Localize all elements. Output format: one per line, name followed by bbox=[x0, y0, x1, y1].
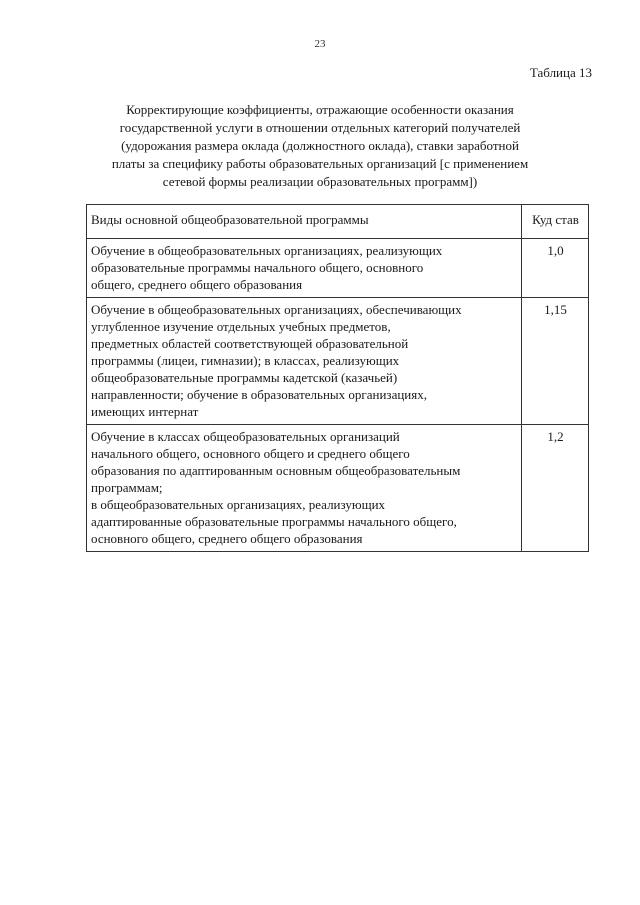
table-row bbox=[87, 239, 589, 298]
description-line: программам; bbox=[91, 480, 163, 495]
description-line: образования по адаптированным основным общеобразовательным bbox=[91, 463, 461, 478]
caption-line: платы за специфику работы образовательных организаций [с применением bbox=[111, 156, 529, 171]
header-program-type: Виды основной общеобразовательной программы bbox=[87, 205, 522, 239]
description-line: начального общего, основного общего и среднего общего bbox=[91, 446, 410, 461]
description-line: образовательные программы начального общего, основного bbox=[91, 260, 424, 275]
description-line: адаптированные образовательные программы начального общего, bbox=[91, 514, 457, 529]
description-line: Обучение в классах общеобразовательных организаций bbox=[91, 429, 400, 444]
row-coefficient: 1,0 bbox=[522, 239, 589, 298]
description-line: общеобразовательные программы кадетской (казачьей) bbox=[91, 370, 398, 385]
caption-line: Корректирующие коэффициенты, отражающие особенности оказания bbox=[126, 102, 514, 117]
description-line: общего, среднего общего образования bbox=[91, 277, 303, 292]
description-line: предметных областей соответствующей образовательной bbox=[91, 336, 409, 351]
description-line: имеющих интернат bbox=[91, 404, 199, 419]
table-row bbox=[87, 425, 589, 552]
description-line: Обучение в общеобразовательных организациях, реализующих bbox=[91, 243, 443, 258]
caption-line: (удорожания размера оклада (должностного оклада), ставки заработной bbox=[121, 138, 519, 153]
row-description bbox=[87, 239, 522, 298]
table-caption bbox=[96, 101, 544, 191]
caption-line: сетевой формы реализации образовательных программ]) bbox=[162, 174, 478, 189]
page-number: 23 bbox=[314, 38, 326, 50]
table-row bbox=[87, 298, 589, 425]
row-coefficient: 1,15 bbox=[522, 298, 589, 425]
description-line: в общеобразовательных организациях, реализующих bbox=[91, 497, 386, 512]
row-description bbox=[87, 425, 522, 552]
description-line: Обучение в общеобразовательных организациях, обеспечивающих bbox=[91, 302, 462, 317]
description-line: программы (лицеи, гимназии); в классах, реализующих bbox=[91, 353, 400, 368]
row-coefficient: 1,2 bbox=[522, 425, 589, 552]
header-coefficient: Куд став bbox=[522, 205, 589, 239]
row-description bbox=[87, 298, 522, 425]
description-line: направленности; обучение в образовательных организациях, bbox=[91, 387, 427, 402]
coefficient-table bbox=[86, 204, 589, 552]
table-label: Таблица 13 bbox=[529, 65, 592, 80]
description-line: основного общего, среднего общего образования bbox=[91, 531, 363, 546]
description-line: углубленное изучение отдельных учебных предметов, bbox=[91, 319, 391, 334]
table-header-row bbox=[87, 205, 589, 239]
caption-line: государственной услуги в отношении отдельных категорий получателей bbox=[119, 120, 521, 135]
